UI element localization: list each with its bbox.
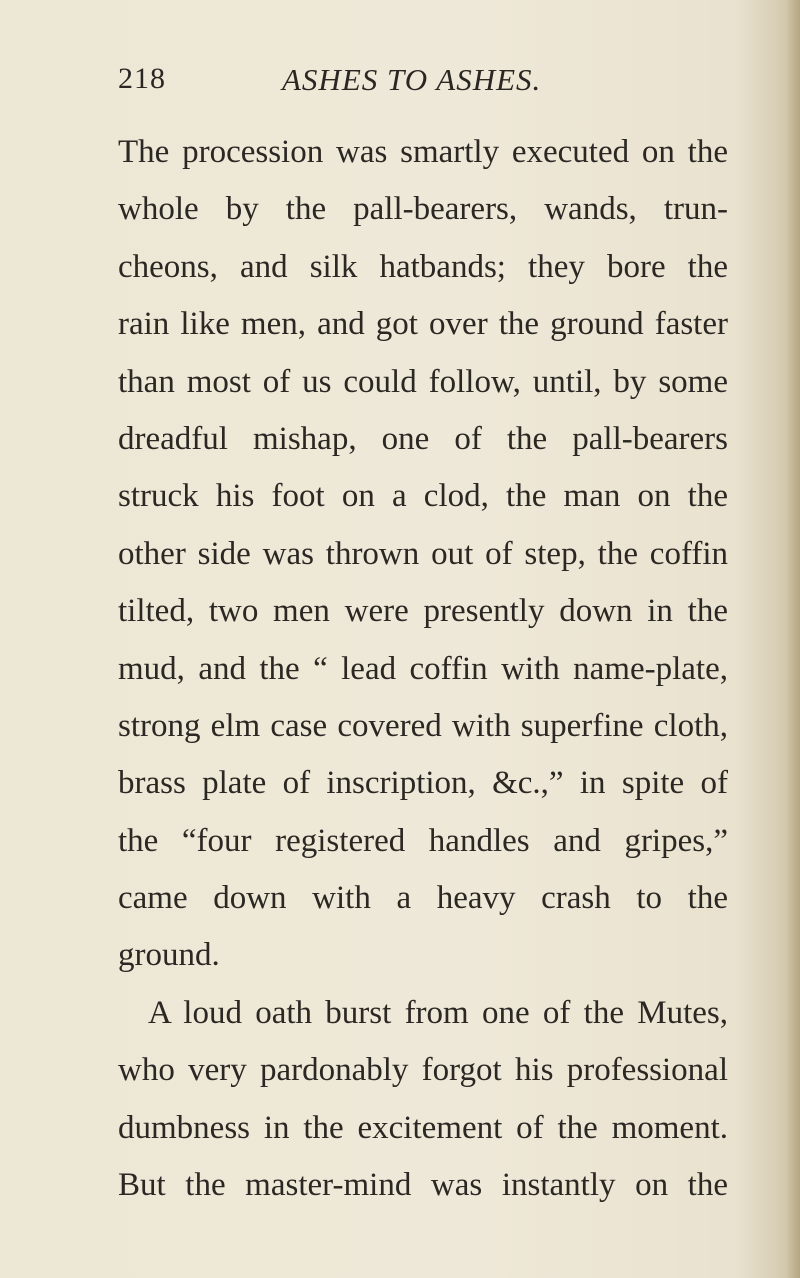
text-line: cheons, and silk hatbands; they bore the [118, 248, 728, 285]
text-line: A loud oath burst from one of the Mutes, [148, 994, 728, 1031]
text-line: mud, and the “ lead coffin with name-plate, [118, 650, 728, 687]
text-line: than most of us could follow, until, by some [118, 363, 728, 400]
text-line: rain like men, and got over the ground faster [118, 306, 728, 343]
text-line: whole by the pall-bearers, wands, trun- [118, 191, 728, 228]
text-line: brass plate of inscription, &c.,” in spite of [118, 765, 728, 802]
page-number: 218 [118, 62, 166, 95]
text-line: the “four registered handles and gripes,” [118, 822, 728, 859]
text-line: dumbness in the excitement of the moment. [118, 1109, 728, 1146]
page-edge-shadow [786, 0, 800, 1278]
text-line: who very pardonably forgot his professional [118, 1052, 728, 1089]
text-line: came down with a heavy crash to the [118, 880, 728, 917]
text-line: other side was thrown out of step, the coffin [118, 535, 728, 572]
text-line: ground. [118, 937, 220, 974]
page-header [118, 62, 678, 102]
body-text [118, 124, 728, 1214]
text-line: strong elm case covered with superfine cloth, [118, 707, 728, 744]
running-head: ASHES TO ASHES. [282, 62, 542, 97]
text-line: The procession was smartly executed on the [118, 134, 728, 170]
text-line: But the master-mind was instantly on the [118, 1167, 728, 1204]
text-line: struck his foot on a clod, the man on the [118, 478, 728, 515]
text-line: tilted, two men were presently down in the [118, 593, 728, 630]
text-line: dreadful mishap, one of the pall-bearers [118, 420, 728, 457]
